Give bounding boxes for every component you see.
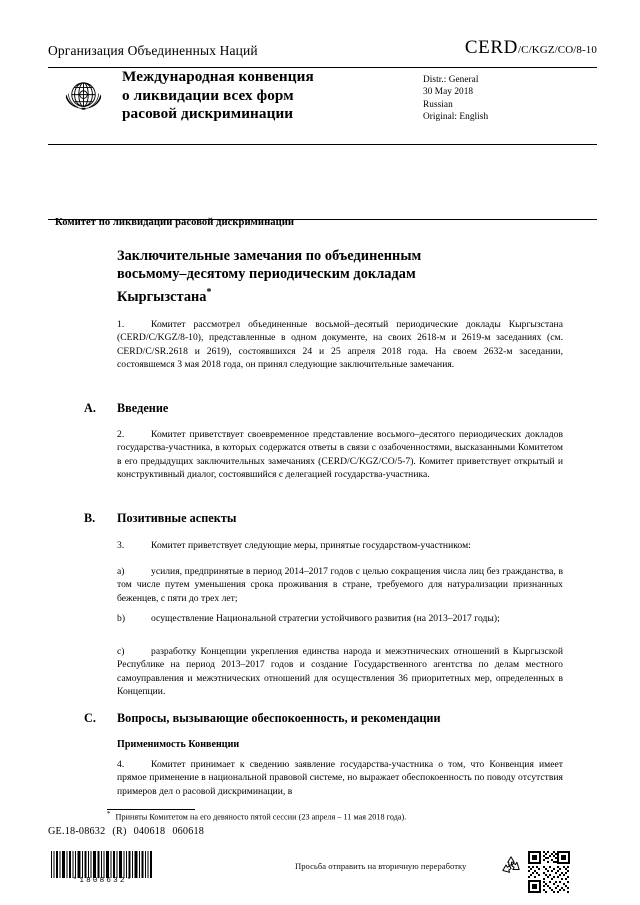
paragraph-2-number: 2. xyxy=(117,429,125,440)
section-b-title: Позитивные аспекты xyxy=(117,511,237,525)
item-a-label: a) xyxy=(117,566,125,577)
item-b-text: осуществление Национальной стратегии устойчивого развития (на 2013–2017 годы); xyxy=(151,613,500,624)
paragraph-1-text: Комитет рассмотрел объединенные восьмой–десятый периодические доклады Кыргызстана (CERD/C/KGZ/8-10), представленные в одном документе, на своих 2618-м и 2619-м заседаниях (см. CERD/C/SR.2618 и 2619), состоявшихся 24 и 25 апреля 2018 года. На своем 2632-м заседании, состоявшемся 3 мая 2018 года, он принял следующие заключительные замечания. xyxy=(117,319,563,371)
distribution-block xyxy=(423,74,598,124)
document-symbol-main: CERD xyxy=(464,37,518,58)
paragraph-4-text: Комитет принимает к сведению заявление государства-участника о том, что Конвенция имеет прямое применение в национальной правовой системе, но выражает обеспокоенность по поводу отсутствия примеров дел о расовой дискриминации, в xyxy=(117,759,563,797)
paragraph-2-text: Комитет приветствует своевременное представление восьмого–десятого периодических докладов государства-участника, в которых содержатся ответы в связи с озабоченностями, высказанными Комитетом в его предыдущих заключительных замечаниях (CERD/C/KGZ/CO/5-7). Комитет приветствует открытый и конструктивный диалог, состоявшийся с делегацией государства-участника. xyxy=(117,429,563,481)
paragraph-1 xyxy=(117,318,563,372)
job-number-value: GE.18-08632 xyxy=(48,826,106,837)
section-heading-a xyxy=(84,401,168,416)
section-a-letter: A. xyxy=(84,401,96,415)
paragraph-3-item-a xyxy=(117,565,563,605)
document-symbol xyxy=(465,38,597,57)
paragraph-3-text: Комитет приветствует следующие меры, принятые государством-участником: xyxy=(151,540,471,551)
job-number-date2: 060618 xyxy=(172,826,205,837)
convention-title-line1: Международная конвенция xyxy=(122,68,314,85)
page-title-line3: Кыргызстана xyxy=(117,288,207,305)
distribution-date: 30 May 2018 xyxy=(423,87,474,98)
subheading-applicability: Применимость Конвенции xyxy=(117,739,240,750)
job-number xyxy=(48,826,204,837)
page-title xyxy=(117,247,517,306)
original-language: Original: English xyxy=(423,112,489,123)
paragraph-3-item-c xyxy=(117,645,563,699)
item-b-label: b) xyxy=(117,613,126,624)
section-b-letter: B. xyxy=(84,511,96,525)
footnote-text: Приняты Комитетом на его девяносто пятой сессии (23 апреля – 11 мая 2018 года). xyxy=(115,812,407,822)
qr-code-icon xyxy=(527,850,571,894)
distribution-type: Distr.: General xyxy=(423,75,479,85)
section-c-title: Вопросы, вызывающие обеспокоенность, и рекомендации xyxy=(117,711,441,725)
paragraph-1-number: 1. xyxy=(117,319,125,330)
section-heading-b xyxy=(84,511,236,526)
paragraph-4 xyxy=(117,758,563,798)
page-title-footnote-mark: * xyxy=(206,286,212,298)
item-a-text: усилия, предпринятые в период 2014–2017 годов с целью сокращения числа лиц без гражданства, в том числе путем уменьшения срока проживания в стране, требуемого для натурализации признанных беженцев, с пяти до трех лет; xyxy=(117,566,563,604)
document-language: Russian xyxy=(423,99,453,110)
masthead xyxy=(48,64,597,132)
paragraph-3-number: 3. xyxy=(117,540,125,551)
page-title-line1: Заключительные замечания по объединенным xyxy=(117,248,422,264)
recycle-note: Просьба отправить на вторичную переработку xyxy=(295,861,467,871)
convention-title xyxy=(122,68,412,124)
job-number-date1: 040618 xyxy=(133,826,166,837)
paragraph-3-item-b xyxy=(117,612,563,625)
item-c-label: c) xyxy=(117,646,125,657)
footnote xyxy=(107,809,567,823)
recycle-icon xyxy=(500,855,522,875)
paragraph-4-number: 4. xyxy=(117,759,125,770)
organization-name: Организация Объединенных Наций xyxy=(48,42,258,58)
page-title-line2: восьмому–десятому периодическим докладам xyxy=(117,266,416,283)
item-c-text: разработку Концепции укрепления единства народа и межэтнических отношений в Кыргызской Республике на период 2013–2017 годов и создание Государственного агентства по делам местного самоуправления и межэтнических отношений для осуществления 36 приоритетных мер, определенных в Концепции. xyxy=(117,646,563,698)
footnote-mark: * xyxy=(107,810,111,818)
masthead-rule xyxy=(48,144,597,145)
section-heading-c xyxy=(84,711,441,726)
document-header xyxy=(48,33,597,57)
barcode-digits: *1808632* xyxy=(72,877,134,885)
convention-title-line2: о ликвидации всех форм xyxy=(122,86,294,104)
section-c-letter: C. xyxy=(84,711,96,725)
convention-title-line3: расовой дискриминации xyxy=(122,105,294,123)
document-symbol-suffix: /C/KGZ/CO/8-10 xyxy=(517,44,597,56)
paragraph-3 xyxy=(117,539,563,552)
barcode-icon xyxy=(50,851,154,878)
job-number-language: (R) xyxy=(112,826,127,837)
section-a-title: Введение xyxy=(117,401,169,415)
paragraph-2 xyxy=(117,428,563,482)
un-emblem-icon xyxy=(60,73,107,120)
committee-name: Комитет по ликвидации расовой дискриминации xyxy=(55,217,295,228)
